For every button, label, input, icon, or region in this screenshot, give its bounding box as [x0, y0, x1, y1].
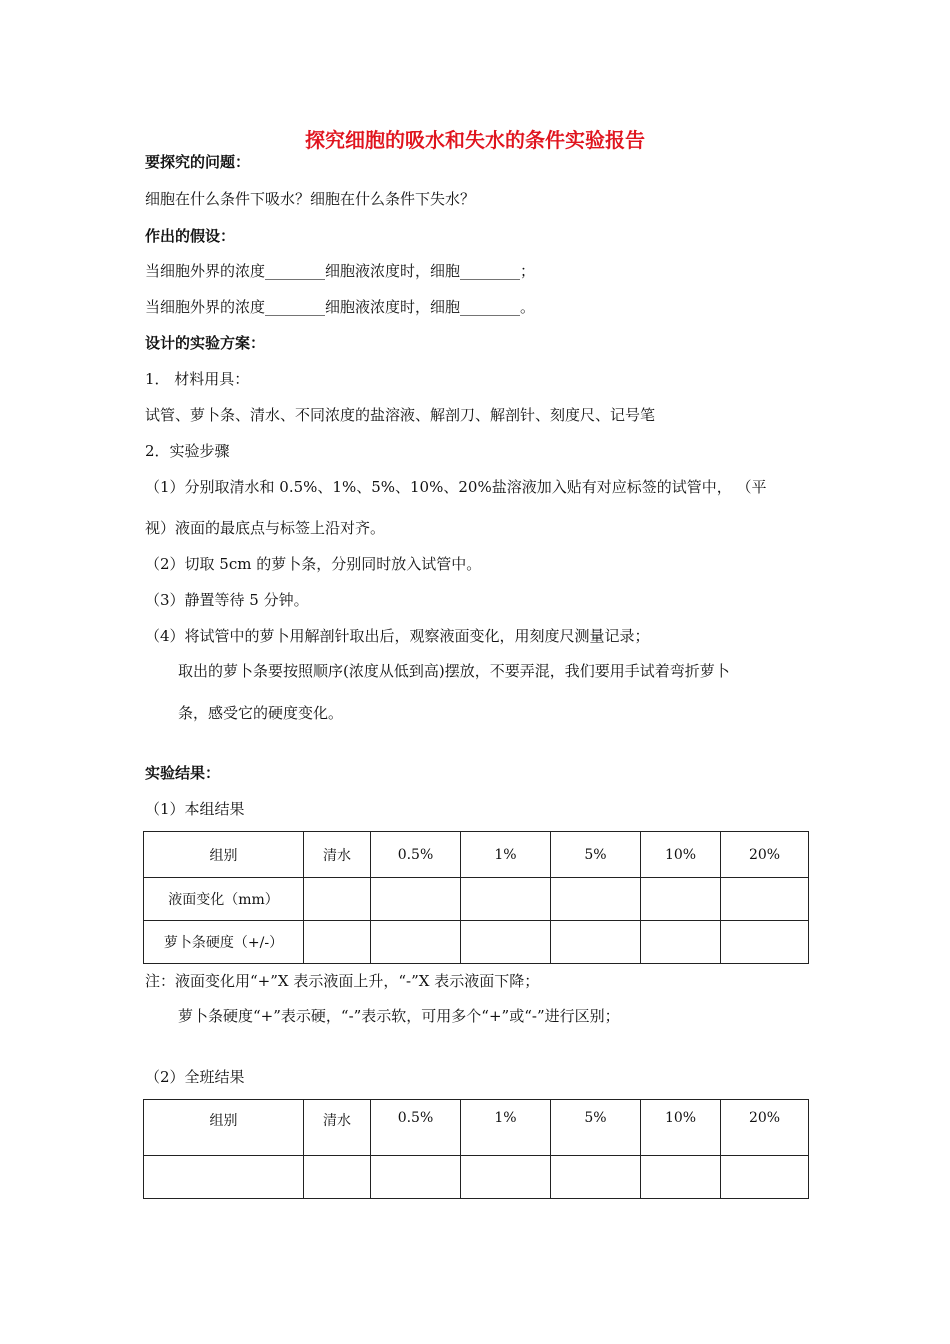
step-3: （3）静置等待 5 分钟。 — [145, 591, 309, 609]
table-header-cell: 20% — [721, 832, 809, 878]
row-label-hardness: 萝卜条硬度（+/-） — [144, 921, 304, 964]
table-header-cell: 组别 — [144, 832, 304, 878]
hypothesis-1: 当细胞外界的浓度________细胞液浓度时，细胞________； — [145, 262, 536, 280]
table-header-cell: 10% — [641, 832, 721, 878]
hypothesis-heading: 作出的假设： — [145, 227, 236, 245]
class-result-table — [143, 1099, 809, 1199]
table-header-row — [144, 832, 809, 878]
row-label-liquid-change: 液面变化（mm） — [144, 878, 304, 921]
question-text: 细胞在什么条件下吸水？细胞在什么条件下失水？ — [145, 190, 476, 208]
step-4-line-2: 取出的萝卜条要按照顺序(浓度从低到高)摆放，不要弄混，我们要用手试着弯折萝卜 — [178, 662, 730, 680]
table-header-cell: 1% — [461, 832, 551, 878]
step-1-line-2: 视）液面的最底点与标签上沿对齐。 — [145, 519, 386, 537]
report-title: 探究细胞的吸水和失水的条件实验报告 — [305, 128, 645, 152]
table-row — [144, 878, 809, 921]
table-cell — [551, 921, 641, 964]
step-4-line-1: （4）将试管中的萝卜用解剖针取出后，观察液面变化，用刻度尺测量记录； — [145, 627, 650, 645]
table-cell — [371, 1156, 461, 1199]
table-header-cell: 1% — [461, 1100, 551, 1156]
table-cell — [641, 878, 721, 921]
table-cell — [304, 878, 371, 921]
table-cell — [304, 1156, 371, 1199]
table-header-cell: 清水 — [304, 832, 371, 878]
table-header-cell: 5% — [551, 832, 641, 878]
table-cell — [304, 921, 371, 964]
table-cell — [641, 1156, 721, 1199]
class-result-heading: （2）全班结果 — [145, 1068, 245, 1086]
steps-heading: 2．实验步骤 — [145, 442, 230, 460]
step-1-line-1: （1）分别取清水和 0.5%、1%、5%、10%、20%盐溶液加入贴有对应标签的试管中， （平 — [145, 478, 767, 496]
table-cell — [461, 1156, 551, 1199]
results-heading: 实验结果： — [145, 764, 221, 782]
table-cell — [721, 1156, 809, 1199]
table-row — [144, 1156, 809, 1199]
table-cell — [551, 878, 641, 921]
table-cell — [721, 878, 809, 921]
table-header-cell: 0.5% — [371, 1100, 461, 1156]
hypothesis-2: 当细胞外界的浓度________细胞液浓度时，细胞________。 — [145, 298, 536, 316]
table-header-cell: 20% — [721, 1100, 809, 1156]
table-header-cell: 10% — [641, 1100, 721, 1156]
table-cell — [641, 921, 721, 964]
group-result-heading: （1）本组结果 — [145, 800, 245, 818]
table-header-cell: 0.5% — [371, 832, 461, 878]
group-result-table — [143, 831, 809, 964]
table-cell — [551, 1156, 641, 1199]
materials-text: 试管、萝卜条、清水、不同浓度的盐溶液、解剖刀、解剖针、刻度尺、记号笔 — [145, 406, 656, 424]
table-cell — [721, 921, 809, 964]
table-cell — [461, 878, 551, 921]
step-4-line-3: 条，感受它的硬度变化。 — [178, 704, 344, 722]
table-cell — [371, 921, 461, 964]
note-1: 注：液面变化用“+”X 表示液面上升，“-”X 表示液面下降； — [145, 972, 540, 990]
table-cell — [144, 1156, 304, 1199]
materials-heading: 1． 材料用具： — [145, 370, 250, 388]
question-heading: 要探究的问题： — [145, 153, 251, 171]
design-heading: 设计的实验方案： — [145, 334, 266, 352]
table-row — [144, 921, 809, 964]
table-header-cell: 组别 — [144, 1100, 304, 1156]
table-header-cell: 5% — [551, 1100, 641, 1156]
note-2: 萝卜条硬度“+”表示硬，“-”表示软，可用多个“+”或“-”进行区别； — [178, 1007, 620, 1025]
table-cell — [461, 921, 551, 964]
table-header-cell: 清水 — [304, 1100, 371, 1156]
table-cell — [371, 878, 461, 921]
table-header-row — [144, 1100, 809, 1156]
step-2: （2）切取 5cm 的萝卜条，分别同时放入试管中。 — [145, 555, 482, 573]
